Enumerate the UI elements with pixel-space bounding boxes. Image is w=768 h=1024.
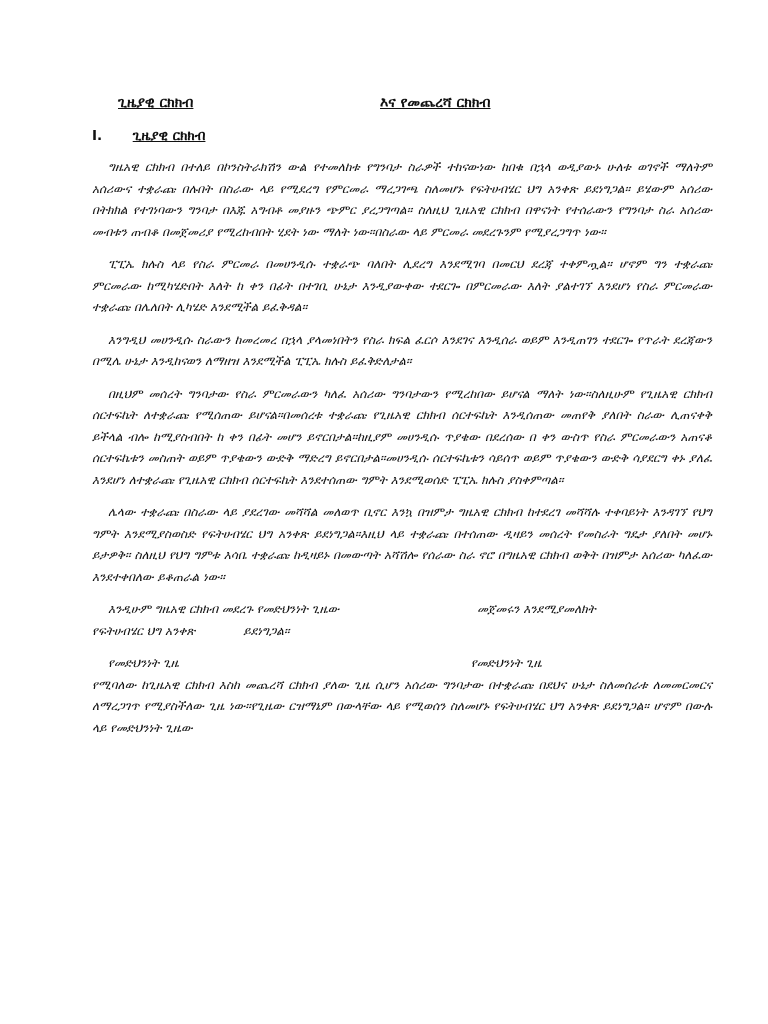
warranty-line-2 [92,621,712,643]
warranty-paragraph [92,599,712,642]
warranty-line-1 [92,599,712,621]
warranty-line-1-start: እንዲሁም ግዜአዊ ርክክብ መደረጉ የመድህንነት ጊዜው [108,602,340,616]
warranty-period-term-right: የመድህንነት ጊዜ [470,656,542,670]
body-text [92,157,712,750]
paragraph: ሌላው ተቋራጩ በስራው ላይ ያደረገው መሻሻል መለወጥ ቢኖር እንኳ በዝምታ ግዜአዊ ርክክብ ከተደረገ መሻሻሉ ተቀባይነት እንዳገኘ የህግ ግምት እንደሚያስወስድ የፍትሀብሄር ህግ አንቀጽ ይደነግጋል።እዚህ ላይ ተቋራጩ በተሰጠው ዲዛይን መሰረት የመስራት ግዴታ ያለበት መሆኑ ይታዎቅ። ስለዚህ የህግ ግምቱ እሳቤ ተቋራጩ ከዲዛይኑ በመውጣት አሻሽሎ የሰራው ስራ ኖሮ በግዜአዊ ርክክብ ወቅት በዝምታ አሰሪው ካለፈው እንደተቀበለው ይቆጠራል ነው። [92,505,712,584]
section-title: ጊዜያዊ ርክክብ [132,128,206,144]
warranty-period-term-left: የመድህንነት ጊዜ [108,656,179,670]
heading-left-title: ጊዜያዊ ርክክብ [118,95,194,111]
paragraph: የሚባለው ከጊዜአዊ ርክክብ እስከ መጨረሻ ርክክብ ያለው ጊዜ ሲሆን አሰሪው ግንባታው በተቋራጩ በደህና ሁኔታ ስለመሰራቱ ለመመርመርና ለማረጋገጥ የሚያስችለው ጊዜ ነው።የጊዜው ርዝማኔም በውላቸው ላይ የሚወሰን ስለመሆኑ የፍትሀብሄር ህግ አንቀጽ ይደነግጋል። ሆኖም በውሉ ላይ የመድህንነት ጊዜው [92,677,712,735]
document-heading [118,95,678,119]
warranty-period-paragraph [92,653,712,739]
warranty-line-2-start: የፍትሀብሄር ህግ አንቀጽ [92,623,196,638]
section-number: I. [92,128,103,144]
warranty-line-1-end: መጀመሩን እንደሚያመለክት [477,602,596,616]
section-heading [92,128,652,150]
paragraph: በዚህም መሰረት ግንባታው የስራ ምርመራውን ካለፈ አሰሪው ግንባታውን የሚረከበው ይሆናል ማለት ነው።ስለዚሁም የጊዜአዊ ርክክብ ሰርተፍኬት ለተቋራጩ የሚሰጠው ይሆናል።በመሰረቱ ተቋራጩ የጊዜአዊ ርክክብ ሰርተፍኬት እንዲሰጠው መጠየቅ ያለበት ስራው ሊጠናቀቅ ይችላል ብሎ ከሚያስብበት ከ ቀን በፊት መሆን ይኖርበታል።ከዚያም መሀንዲሱ ጥያቄው በደረሰው በ ቀን ውስጥ የስራ ምርመራውን አጠናቆ ሰርተፍኬቱን መስጠት ወይም ጥያቄውን ውድቅ ማድረግ ይኖርበታል።መሀንዲሱ ሰርተፍኬቱን ሳይሰጥ ወይም ጥያቄውን ውድቅ ሳያደርግ ቀኑ ያለፈ እንደሆነ ለተቋራጩ የጊዜአዊ ርክክብ ሰርተፍኬት እንደተሰጠው ግምት እንደሚወሰድ ፒፒኤ ክሉስ ያስቀምጣል። [92,386,712,487]
paragraph: ግዜአዊ ርክክብ በተለይ በኮንስትራክሽን ውል የተመለከቱ የግንባታ ስራዎች ተከናውነው ከበቁ በኋላ ወዲያውኑ ሁለቱ ወገኖች ማለትም አሰሪውና ተቋራጩ በሉበት በስራው ላይ የሚደረግ የምርመራ ማረጋገጫ ስለመሆኑ የፍትሀብሄር ህግ አንቀጽ ይደነግጋል። ይሄውም አሰሪው በትክክል የተገነባውን ግንባታ በእጁ አግብቶ መያዙን ጭምር ያረጋግጣል። ስለዚህ ጊዜአዊ ርክክብ በዋናነት የተሰራውን የግንባታ ስራ አሰሪው መብቱን ጠብቆ በመጀመሪያ የሚረከብበት ሂደት ነው ማለት ነው።በስራው ላይ ምርመራ መደረጉንም የሚያረጋግጥ ነው። [92,160,712,239]
warranty-period-line [92,653,712,675]
paragraph: እንግዲህ መሀንዲሱ ስራውን ከመረመረ በኋላ ያላመነበትን የስራ ክፍል ፈርሶ እንደገና እንዲሰራ ወይም እንዲጠገን ተደርጐ የጥራት ደረጃውን በሚሌ ሁኔታ እንዲከናወን ለማዘዝ እንደሚችል ፒፒኤ ክሉስ ይፈቅድለታል። [92,332,712,368]
warranty-line-2-end: ይደነግጋል። [243,623,290,638]
paragraph: ፒፒኤ ክሉስ ላይ የስራ ምርመራ በመሀንዲሱ ተቋራጭ ባለበት ሊደረግ እንደሚገባ በመርህ ደረጃ ተቀምጧል። ሆኖም ግን ተቋራጩ ምርመራው ከሚካሄድበት እለት ከ ቀን በፊት በተገቢ ሁኔታ እንዲያውቀው ተደርጐ በምርመራው እለት ያልተገኘ እንደሆነ የስራ ምርመራው ተቋራጩ በሌለበት ሊካሄድ እንደሚችል ይፈቅዳል። [92,257,712,314]
heading-right-title: እና የመጨረሻ ርክክብ [380,95,491,111]
